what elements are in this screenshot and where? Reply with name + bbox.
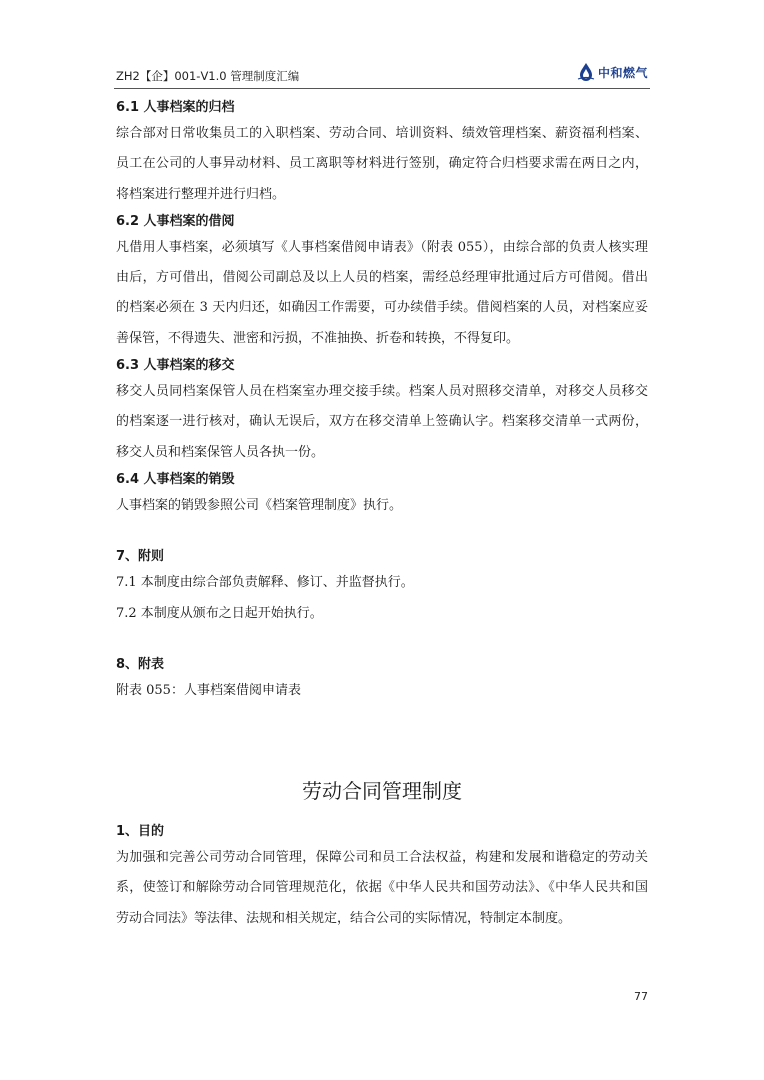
page-number: 77 xyxy=(634,990,648,1003)
section-6-4-title: 6.4 人事档案的销毁 xyxy=(116,471,235,487)
section-6-3-title: 6.3 人事档案的移交 xyxy=(116,358,235,374)
section-7-title: 7、附则 xyxy=(116,549,165,565)
section-6-1-title: 6.1 人事档案的归档 xyxy=(116,100,235,115)
spacer xyxy=(116,521,648,545)
section-6-3-body: 移交人员同档案保管人员在档案室办理交接手续。档案人员对照移交清单，对移交人员移交的档案逐一进行核对，确认无误后，双方在移交清单上签确认字。档案移交清单一式两份，移交人员和档案保管人员各执一份。 xyxy=(116,384,648,460)
spacer xyxy=(116,706,648,762)
section-1-body: 为加强和完善公司劳动合同管理，保障公司和员工合法权益，构建和发展和谐稳定的劳动关系，使签订和解除劳动合同管理规范化，依据《中华人民共和国劳动法》、《中华人民共和国劳动合同法》等法律、法规和相关规定，结合公司的实际情况，特制定本制度。 xyxy=(116,850,648,926)
page-content xyxy=(116,96,648,934)
section-7-1: 7.1 本制度由综合部负责解释、修订、并监督执行。 xyxy=(116,575,414,591)
section-6-1-body: 综合部对日常收集员工的入职档案、劳动合同、培训资料、绩效管理档案、薪资福利档案、员工在公司的人事异动材料、员工离职等材料进行签别，确定符合归档要求需在两日之内，将档案进行整理并进行归档。 xyxy=(116,126,648,202)
section-1-title: 1、目的 xyxy=(116,824,165,840)
section-8-title: 8、附表 xyxy=(116,656,165,672)
section-7-2: 7.2 本制度从颁布之日起开始执行。 xyxy=(116,605,323,621)
section-8-1: 附表 055：人事档案借阅申请表 xyxy=(116,682,301,698)
section-6-2-title: 6.2 人事档案的借阅 xyxy=(116,213,235,229)
logo-text: 中和燃气 xyxy=(597,65,648,80)
page-header xyxy=(114,60,650,89)
document-title: 劳动合同管理制度 xyxy=(302,779,462,804)
section-6-4-body: 人事档案的销毁参照公司《档案管理制度》执行。 xyxy=(116,497,403,513)
doc-code: ZH2【企】001-V1.0 管理制度汇编 xyxy=(116,69,300,83)
section-6-2-body: 凡借用人事档案，必须填写《人事档案借阅申请表》（附表 055），由综合部的负责人核实理由后，方可借出，借阅公司副总及以上人员的档案，需经总经理审批通过后方可借阅。借出的档案必须在 3 天内归还，如确因工作需要，可办续借手续。借阅档案的人员，对档案应妥善保管，不得遗失、泄密和污损，不准抽换、折卷和转换，不得复印。 xyxy=(116,239,648,346)
company-logo xyxy=(576,62,648,82)
spacer xyxy=(116,629,648,653)
gas-drop-logo-icon xyxy=(576,62,596,82)
